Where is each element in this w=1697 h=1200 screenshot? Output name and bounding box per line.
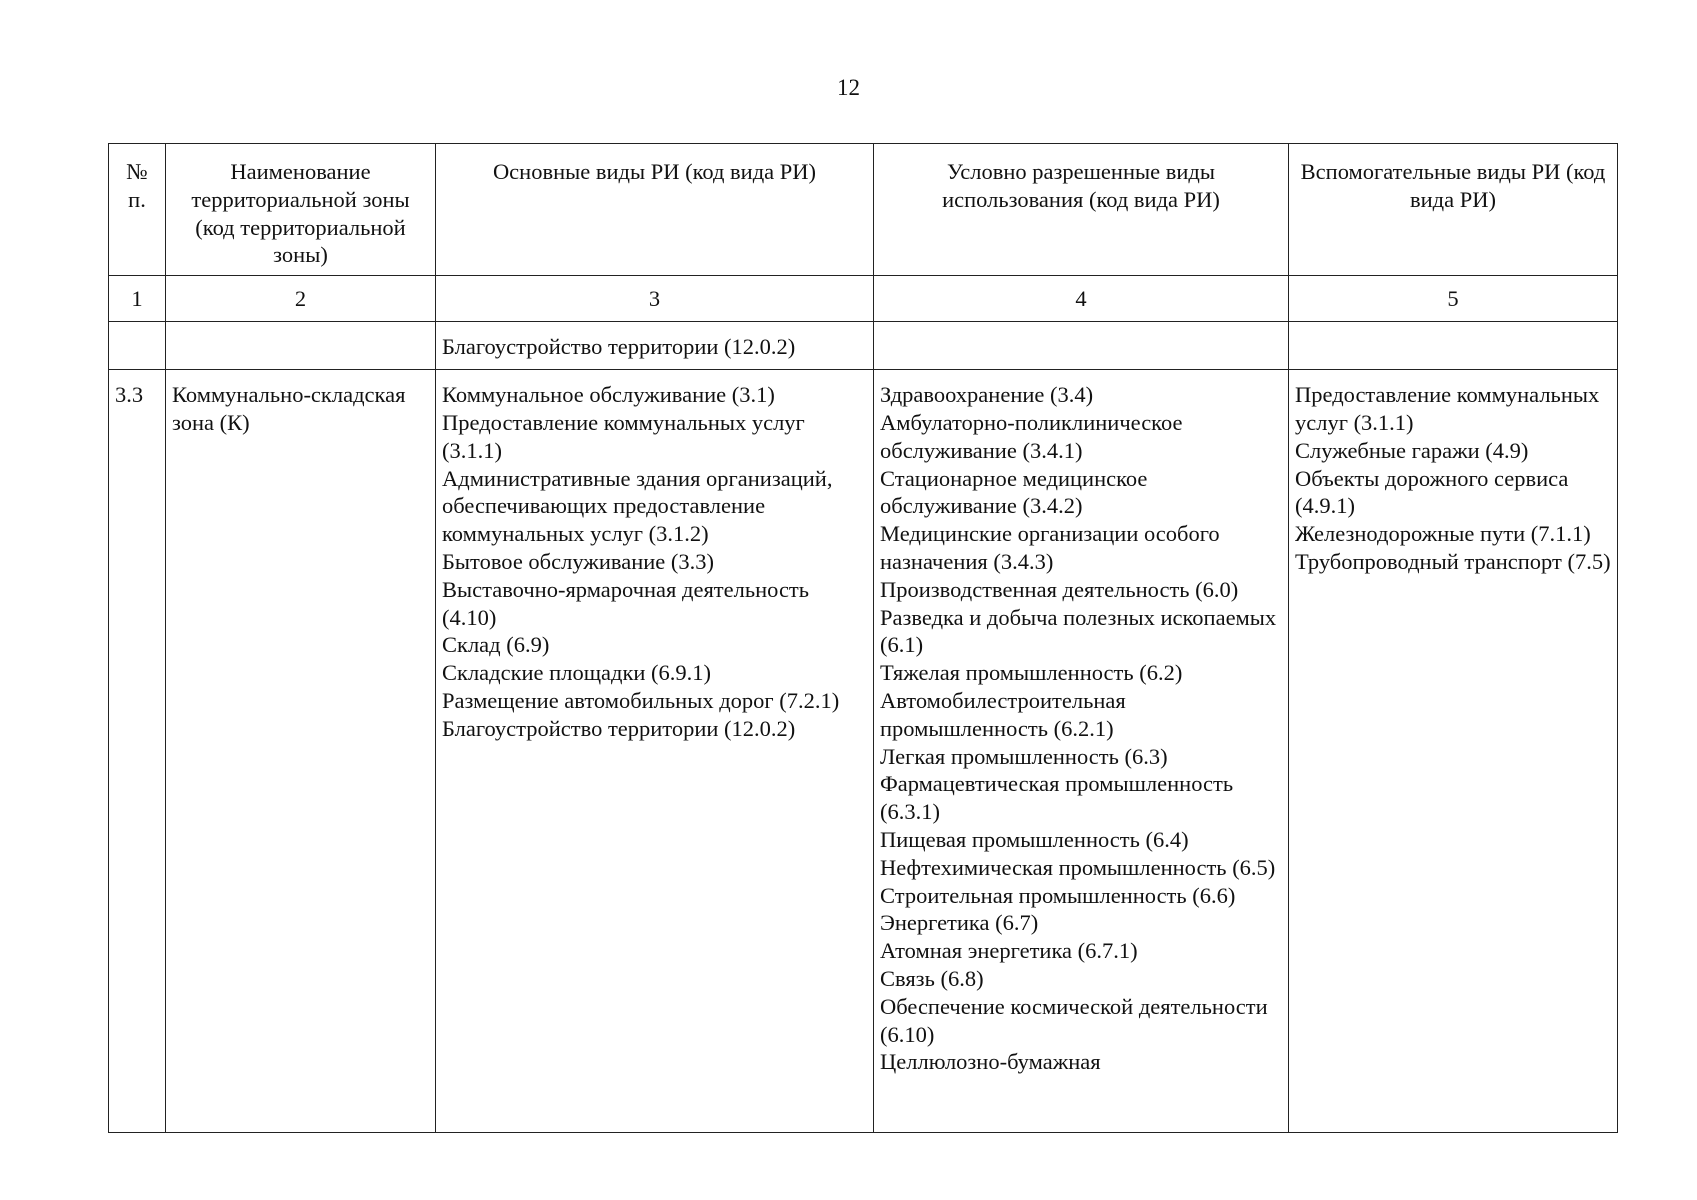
conditional-use-entry: Здравоохранение (3.4) bbox=[880, 382, 1094, 408]
conditional-use-entry: Амбулаторно-поликлиническое обслуживание (3.4.1) bbox=[880, 409, 1183, 463]
conditional-use-entry: Целлюлозно-бумажная bbox=[880, 1049, 1101, 1075]
conditional-use-entry: Связь (6.8) bbox=[880, 965, 984, 991]
column-number-cell: 3 bbox=[436, 276, 874, 322]
zone-name: Коммунально-складская зона (К) bbox=[166, 370, 436, 1133]
table-cell: Благоустройство территории (12.0.2) bbox=[436, 322, 874, 370]
main-use-entry: Складские площадки (6.9.1) bbox=[442, 660, 712, 686]
conditional-use-entry: Стационарное медицинское обслуживание (3.4.2) bbox=[880, 465, 1148, 519]
main-use-entry: Административные здания организаций, обеспечивающих предоставление коммунальных услуг (3.1.2) bbox=[442, 465, 833, 547]
header-auxiliary-uses: Вспомогательные виды РИ (код вида РИ) bbox=[1289, 144, 1618, 276]
column-number-cell: 1 bbox=[109, 276, 166, 322]
conditional-use-entry: Атомная энергетика (6.7.1) bbox=[880, 938, 1138, 964]
main-use-entry: Бытовое обслуживание (3.3) bbox=[442, 548, 714, 574]
column-number-row bbox=[109, 276, 1618, 322]
zone-row bbox=[109, 370, 1618, 1133]
main-use-entry: Коммунальное обслуживание (3.1) bbox=[442, 382, 775, 408]
table-cell bbox=[109, 322, 166, 370]
zone-number: 3.3 bbox=[109, 370, 166, 1133]
auxiliary-uses-cell bbox=[1289, 370, 1618, 1133]
table-cell bbox=[874, 322, 1289, 370]
header-conditional-uses: Условно разрешенные виды использования (код вида РИ) bbox=[874, 144, 1289, 276]
header-row bbox=[109, 144, 1618, 276]
table-cell bbox=[166, 322, 436, 370]
conditional-use-entry: Медицинские организации особого назначения (3.4.3) bbox=[880, 521, 1220, 574]
conditional-use-entry: Разведка и добыча полезных ископаемых (6.1) bbox=[880, 604, 1277, 658]
header-number: № п. bbox=[109, 144, 166, 276]
main-uses-cell bbox=[436, 370, 874, 1133]
auxiliary-use-entry: Служебные гаражи (4.9) bbox=[1295, 437, 1529, 463]
table-cell bbox=[1289, 322, 1618, 370]
conditional-use-entry: Строительная промышленность (6.6) bbox=[880, 882, 1236, 908]
main-use-entry: Склад (6.9) bbox=[442, 632, 550, 658]
conditional-use-entry: Легкая промышленность (6.3) bbox=[880, 743, 1168, 769]
page-number: 12 bbox=[837, 75, 860, 100]
main-use-entry: Предоставление коммунальных услуг (3.1.1) bbox=[442, 409, 805, 463]
conditional-use-entry: Тяжелая промышленность (6.2) bbox=[880, 660, 1183, 686]
main-use-entry: Выставочно-ярмарочная деятельность (4.10) bbox=[442, 576, 810, 630]
column-number-cell: 4 bbox=[874, 276, 1289, 322]
conditional-use-entry: Обеспечение космической деятельности (6.10) bbox=[880, 993, 1268, 1047]
auxiliary-use-entry: Объекты дорожного сервиса (4.9.1) bbox=[1295, 465, 1569, 519]
header-zone-name: Наименование территориальной зоны (код территориальной зоны) bbox=[166, 144, 436, 276]
main-use-entry: Размещение автомобильных дорог (7.2.1) bbox=[442, 687, 840, 713]
conditional-use-entry: Фармацевтическая промышленность (6.3.1) bbox=[880, 771, 1234, 825]
conditional-use-entry: Энергетика (6.7) bbox=[880, 910, 1039, 936]
conditional-use-entry: Автомобилестроительная промышленность (6.2.1) bbox=[880, 687, 1126, 741]
column-number-cell: 2 bbox=[166, 276, 436, 322]
conditional-use-entry: Производственная деятельность (6.0) bbox=[880, 576, 1239, 602]
conditional-uses-cell bbox=[874, 370, 1289, 1133]
continuation-row bbox=[109, 322, 1618, 370]
auxiliary-use-entry: Трубопроводный транспорт (7.5) bbox=[1295, 548, 1611, 574]
column-number-cell: 5 bbox=[1289, 276, 1618, 322]
auxiliary-use-entry: Железнодорожные пути (7.1.1) bbox=[1295, 521, 1591, 547]
main-use-entry: Благоустройство территории (12.0.2) bbox=[442, 715, 796, 741]
header-main-uses: Основные виды РИ (код вида РИ) bbox=[436, 144, 874, 276]
conditional-use-entry: Нефтехимическая промышленность (6.5) bbox=[880, 854, 1276, 880]
zoning-table bbox=[108, 143, 1618, 1133]
auxiliary-use-entry: Предоставление коммунальных услуг (3.1.1) bbox=[1295, 382, 1600, 435]
conditional-use-entry: Пищевая промышленность (6.4) bbox=[880, 826, 1189, 852]
